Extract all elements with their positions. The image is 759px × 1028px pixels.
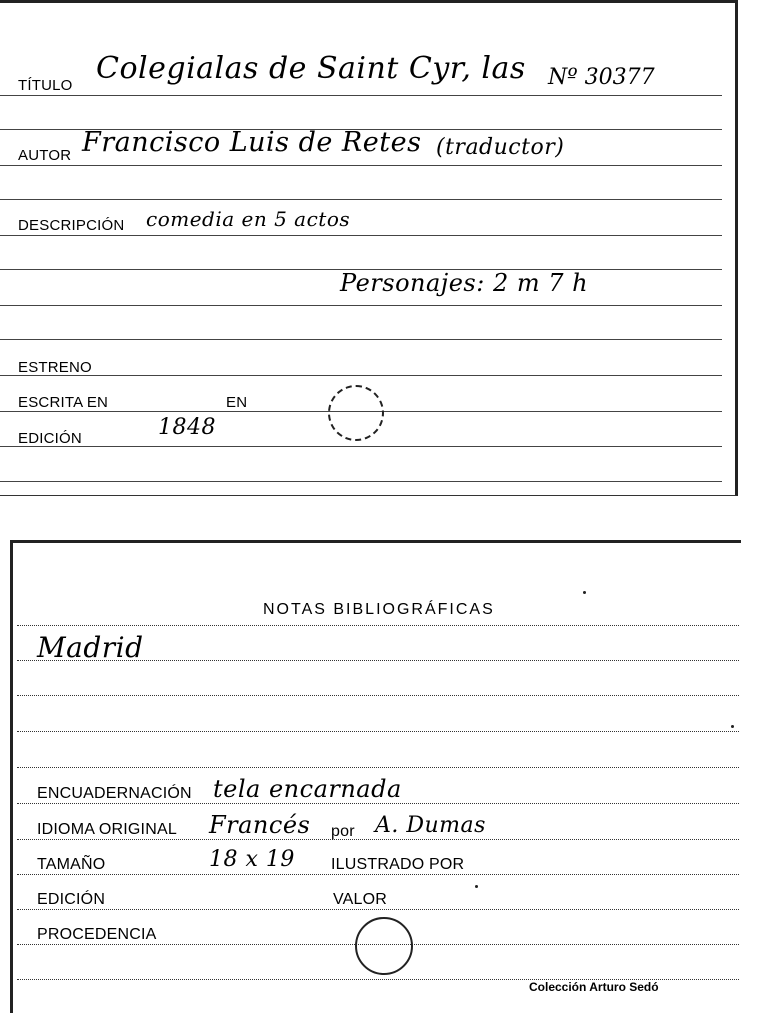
rule-line (0, 305, 722, 306)
rule-line (0, 375, 722, 376)
label-estreno: ESTRENO (18, 359, 92, 376)
encuadernacion-value: tela encarnada (213, 775, 402, 803)
label-edicion-2: EDICIÓN (37, 891, 106, 908)
dotted-line (17, 803, 739, 804)
rule-line (0, 481, 722, 482)
dotted-line (17, 625, 739, 626)
rule-line (0, 165, 722, 166)
rule-line (0, 446, 722, 447)
ink-speck (475, 885, 478, 888)
rule-line (0, 95, 722, 96)
edicion-value: 1848 (158, 415, 216, 440)
rule-line (0, 339, 722, 340)
titulo-value: Colegialas de Saint Cyr, las (96, 51, 526, 86)
label-escrita-en: ESCRITA EN (18, 394, 109, 411)
label-edicion: EDICIÓN (18, 430, 82, 447)
notes-line-1: Madrid (37, 631, 144, 664)
ink-speck (731, 725, 734, 728)
label-idioma-original: IDIOMA ORIGINAL (37, 821, 177, 838)
stamp-circle (355, 917, 413, 975)
dotted-line (17, 767, 739, 768)
numero-value: Nº 30377 (548, 65, 655, 90)
top-catalog-card (0, 0, 738, 496)
descripcion-value: comedia en 5 actos (146, 207, 351, 231)
personajes-value: Personajes: 2 m 7 h (340, 269, 589, 297)
bottom-catalog-card (10, 540, 741, 1013)
label-autor: AUTOR (18, 147, 72, 164)
stamp-circle (328, 385, 384, 441)
dotted-line (17, 874, 739, 875)
label-titulo: TÍTULO (18, 77, 73, 94)
label-encuadernacion: ENCUADERNACIÓN (37, 785, 192, 802)
label-tamano: TAMAÑO (37, 856, 106, 873)
autor-value: Francisco Luis de Retes (82, 127, 422, 158)
dotted-line (17, 839, 739, 840)
ink-speck (583, 591, 586, 594)
label-ilustrado-por: ILUSTRADO POR (331, 856, 465, 873)
collection-credit: Colección Arturo Sedó (529, 980, 659, 994)
label-procedencia: PROCEDENCIA (37, 926, 157, 943)
label-en: EN (226, 394, 248, 411)
label-descripcion: DESCRIPCIÓN (18, 217, 125, 234)
label-por: por (331, 823, 355, 840)
autor-rol-value: (traductor) (436, 135, 565, 160)
idioma-original-value: Francés (209, 811, 311, 839)
label-valor: VALOR (333, 891, 388, 908)
notas-heading: NOTAS BIBLIOGRÁFICAS (263, 601, 495, 618)
rule-line (0, 235, 722, 236)
rule-line (0, 199, 722, 200)
por-value: A. Dumas (375, 813, 486, 838)
dotted-line (17, 695, 739, 696)
dotted-line (17, 731, 739, 732)
tamano-value: 18 x 19 (209, 847, 295, 872)
dotted-line (17, 909, 739, 910)
